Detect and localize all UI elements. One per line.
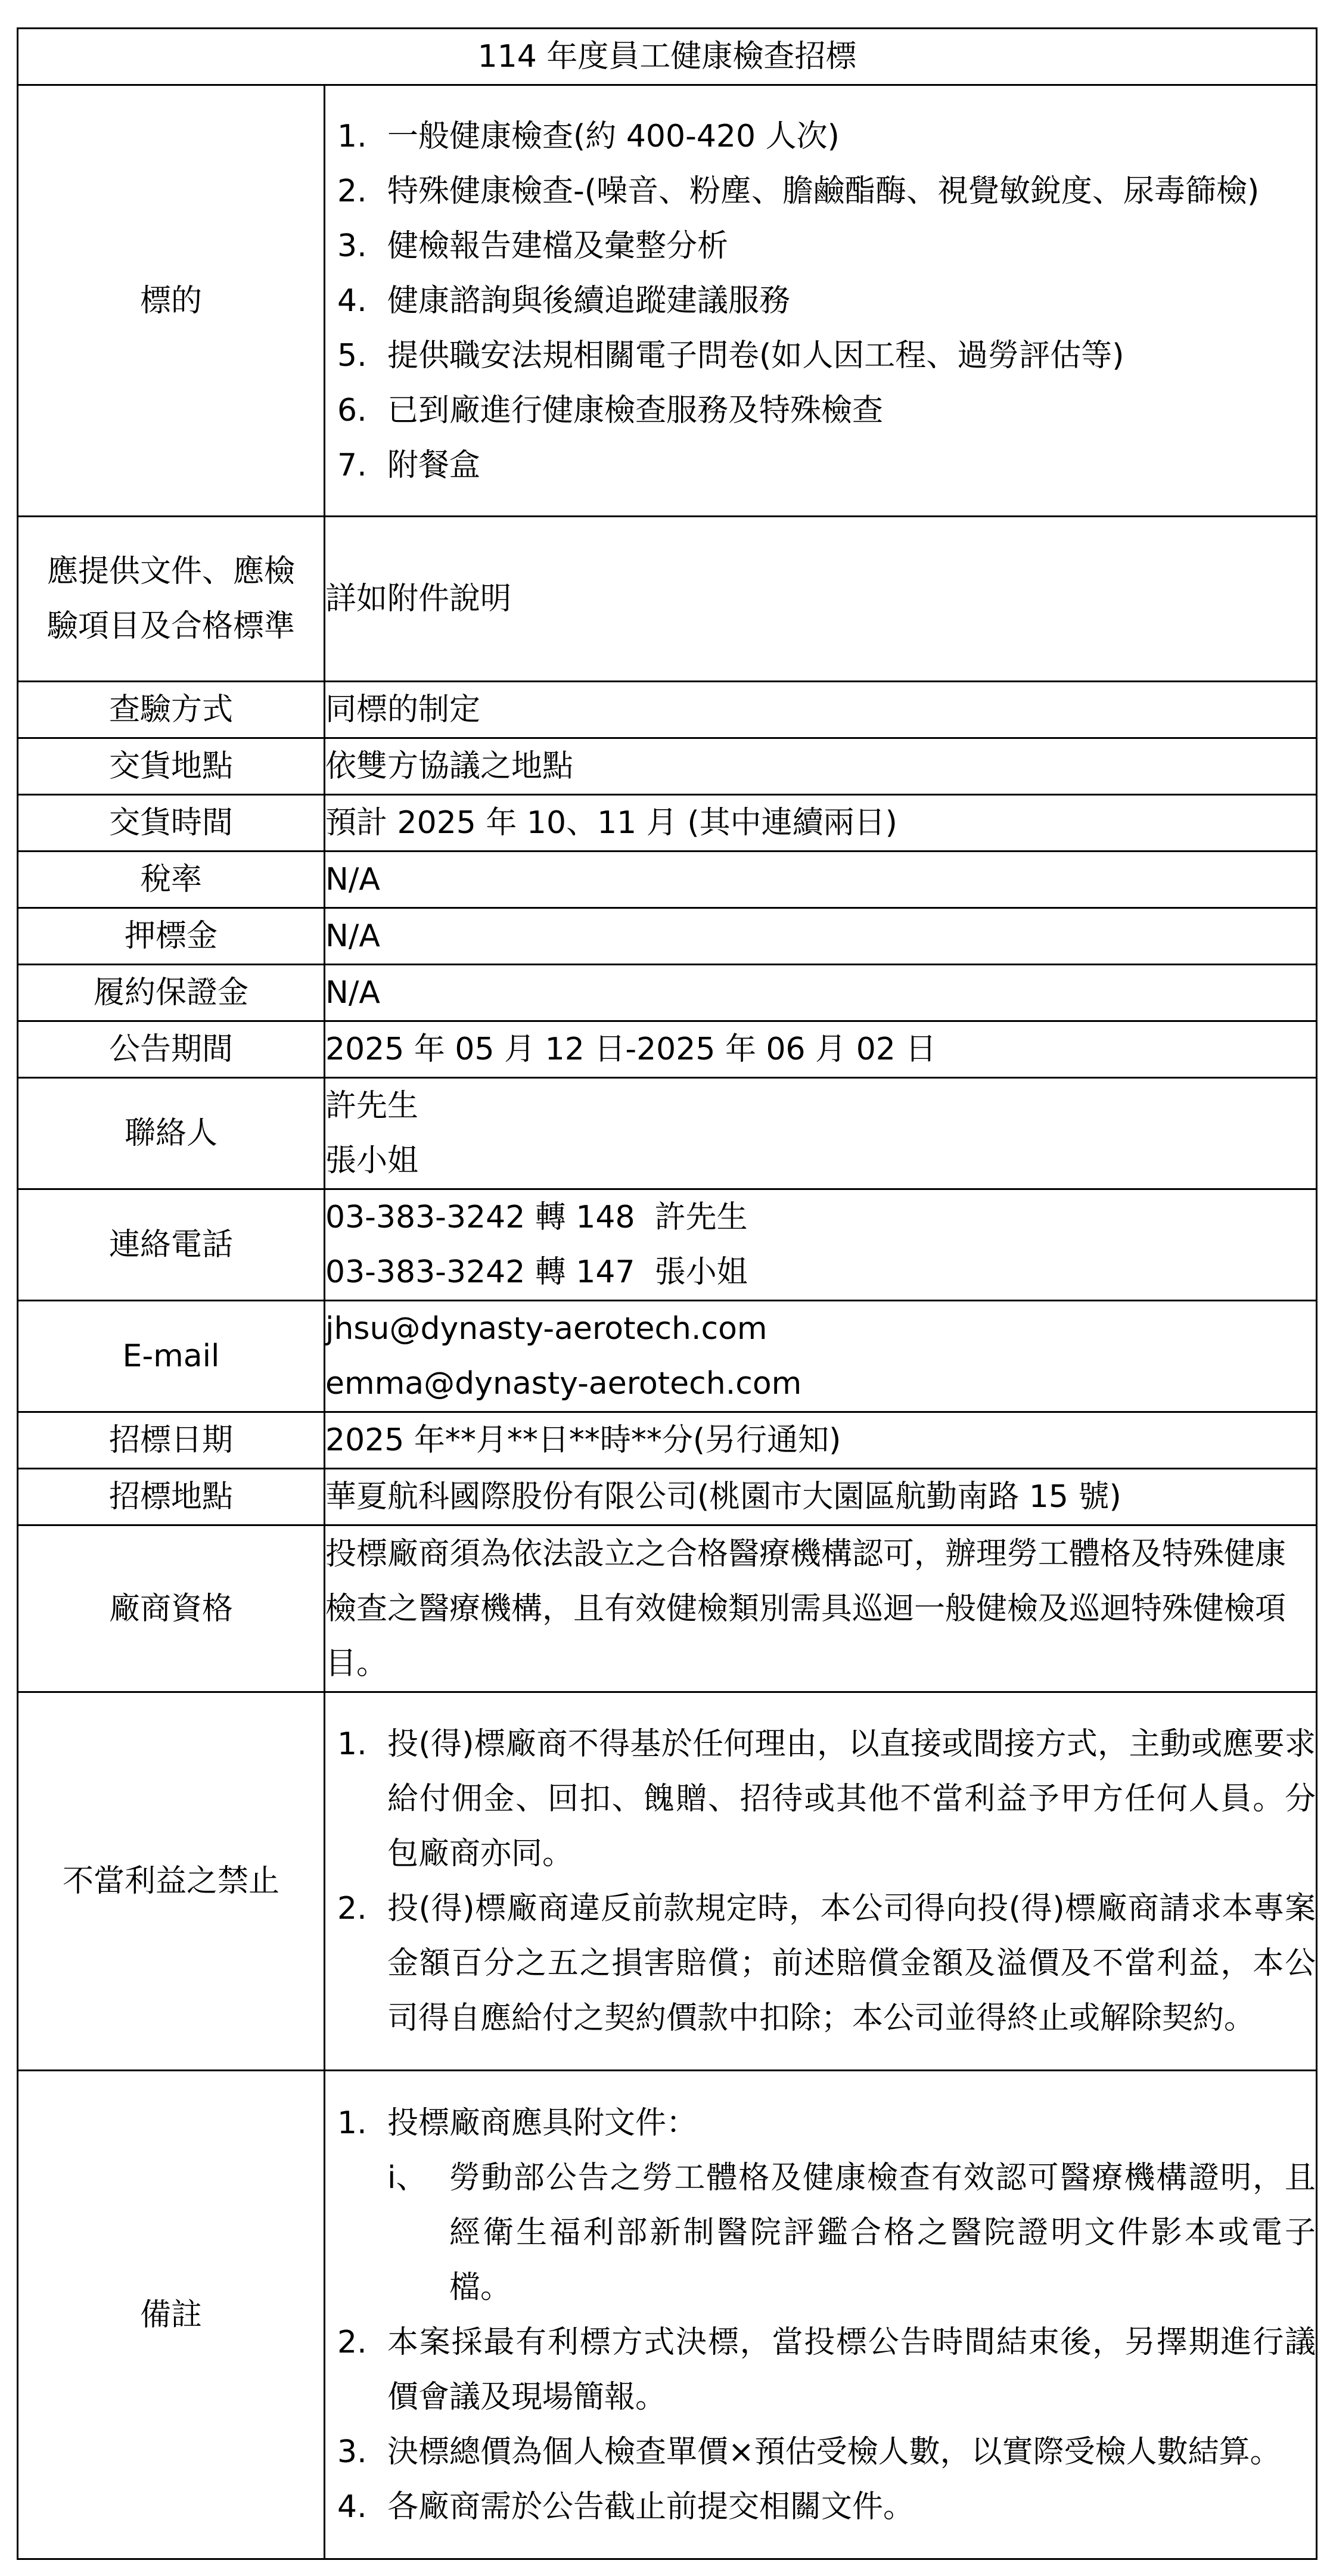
bid-date-label: 招標日期 [18, 1412, 325, 1469]
delivery-time-row [18, 795, 1317, 852]
list-item: 7. 附餐盒 [337, 447, 481, 483]
list-item: 6. 已到廠進行健康檢查服務及特殊檢查 [337, 392, 884, 428]
phone-value [325, 1189, 1317, 1301]
list-item: 5. 提供職安法規相關電子問卷(如人因工程、過勞評估等) [337, 337, 1124, 374]
remarks-label: 備註 [18, 2071, 325, 2559]
improper-benefit-label: 不當利益之禁止 [18, 1692, 325, 2071]
delivery-time-label: 交貨時間 [18, 795, 325, 852]
list-item: 1. 投(得)標廠商不得基於任何理由，以直接或間接方式，主動或應要求給付佣金、回扣、餽贈、招待或其他不當利益予甲方任何人員。分包廠商亦同。 [337, 1726, 1316, 1872]
improper-benefit-list [325, 1713, 1316, 2049]
list-item: 4. 健康諮詢與後續追蹤建議服務 [337, 282, 791, 319]
bid-date-row [18, 1412, 1317, 1469]
subject-row [18, 85, 1317, 517]
sub-list-item: i、 勞動部公告之勞工體格及健康檢查有效認可醫療機構證明，且經衛生福利部新制醫院評鑑合格之醫院證明文件影本或電子檔。 [387, 2159, 1316, 2305]
contact-person-1: 許先生 [325, 1088, 419, 1124]
bid-place-row [18, 1469, 1317, 1525]
title-row [18, 29, 1317, 85]
bid-bond-row [18, 908, 1317, 965]
subject-label: 標的 [18, 85, 325, 517]
bid-place-label: 招標地點 [18, 1469, 325, 1525]
contact-row [18, 1078, 1317, 1189]
list-item: 2. 特殊健康檢查-(噪音、粉塵、膽鹼酯酶、視覺敏銳度、尿毒篩檢) [337, 173, 1260, 209]
list-item: 4. 各廠商需於公告截止前提交相關文件。 [337, 2488, 915, 2525]
contact-value [325, 1078, 1317, 1189]
delivery-place-value: 依雙方協議之地點 [325, 738, 1317, 795]
email-link-2[interactable]: emma@dynasty-aerotech.com [325, 1366, 802, 1402]
list-item: 1. 投標廠商應具附文件： i、 勞動部公告之勞工體格及健康檢查有效認可醫療機構證明，且經衛生福利部新制醫院評鑑合格之醫院證明文件影本或電子檔。 [325, 2096, 1316, 2315]
email-label: E-mail [18, 1301, 325, 1412]
list-item: 2. 本案採最有利標方式決標，當投標公告時間結束後，另擇期進行議價會議及現場簡報。 [337, 2324, 1316, 2415]
phone-line-2: 03-383-3242 轉 147 張小姐 [325, 1254, 748, 1290]
list-item: 2. 投(得)標廠商違反前款規定時，本公司得向投(得)標廠商請求本專案金額百分之五之損害賠償；前述賠償金額及溢價及不當利益，本公司得自應給付之契約價款中扣除；本公司並得終止或解除契約。 [337, 1891, 1316, 2036]
remarks-content [325, 2071, 1317, 2559]
phone-label: 連絡電話 [18, 1189, 325, 1301]
delivery-place-row [18, 738, 1317, 795]
improper-benefit-row [18, 1692, 1317, 2071]
contact-label: 聯絡人 [18, 1078, 325, 1189]
remarks-list [325, 2092, 1316, 2538]
subject-content [325, 85, 1317, 517]
notice-period-value: 2025 年 05 月 12 日-2025 年 06 月 02 日 [325, 1021, 1317, 1078]
email-value [325, 1301, 1317, 1412]
subject-list [325, 105, 1316, 496]
phone-row [18, 1189, 1317, 1301]
tax-label: 稅率 [18, 852, 325, 908]
email-link-1[interactable]: jhsu@dynasty-aerotech.com [325, 1311, 767, 1347]
bid-date-value: 2025 年**月**日**時**分(另行通知) [325, 1412, 1317, 1469]
delivery-place-label: 交貨地點 [18, 738, 325, 795]
qualification-row [18, 1525, 1317, 1692]
bid-place-value: 華夏航科國際股份有限公司(桃園市大園區航勤南路 15 號) [325, 1469, 1317, 1525]
remarks-row [18, 2071, 1317, 2559]
list-item: 1. 一般健康檢查(約 400-420 人次) [337, 118, 840, 154]
inspection-label: 查驗方式 [18, 682, 325, 738]
email-row [18, 1301, 1317, 1412]
performance-bond-value: N/A [325, 965, 1317, 1021]
list-item: 3. 健檢報告建檔及彙整分析 [337, 228, 729, 264]
inspection-row [18, 682, 1317, 738]
qualification-label: 廠商資格 [18, 1525, 325, 1692]
documents-label: 應提供文件、應檢驗項目及合格標準 [18, 517, 325, 682]
performance-bond-row [18, 965, 1317, 1021]
bid-bond-value: N/A [325, 908, 1317, 965]
documents-row [18, 517, 1317, 682]
document-title: 114 年度員工健康檢查招標 [18, 29, 1317, 85]
tax-row [18, 852, 1317, 908]
phone-line-1: 03-383-3242 轉 148 許先生 [325, 1200, 748, 1235]
qualification-value: 投標廠商須為依法設立之合格醫療機構認可，辦理勞工體格及特殊健康檢查之醫療機構，且有效健檢類別需具巡迴一般健檢及巡迴特殊健檢項目。 [325, 1525, 1317, 1692]
notice-period-label: 公告期間 [18, 1021, 325, 1078]
inspection-value: 同標的制定 [325, 682, 1317, 738]
notice-period-row [18, 1021, 1317, 1078]
bid-bond-label: 押標金 [18, 908, 325, 965]
performance-bond-label: 履約保證金 [18, 965, 325, 1021]
list-item: 3. 決標總價為個人檢查單價×預估受檢人數，以實際受檢人數結算。 [337, 2434, 1281, 2470]
contact-person-2: 張小姐 [325, 1143, 419, 1179]
remarks-sublist [387, 2151, 1316, 2315]
improper-benefit-content [325, 1692, 1317, 2071]
documents-value: 詳如附件說明 [325, 517, 1317, 682]
delivery-time-value: 預計 2025 年 10、11 月 (其中連續兩日) [325, 795, 1317, 852]
tax-value: N/A [325, 852, 1317, 908]
tender-table [17, 27, 1317, 2560]
